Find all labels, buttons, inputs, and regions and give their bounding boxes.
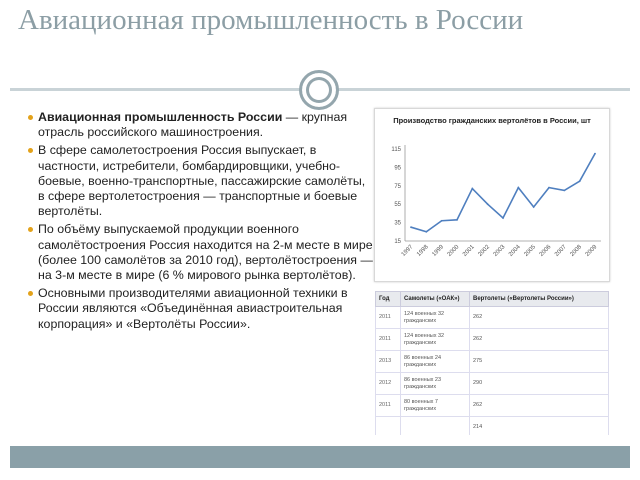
x-tick-label: 1998: [416, 244, 430, 258]
data-point: [441, 220, 443, 222]
cell-helicopters: 214: [470, 417, 609, 436]
table-row: [376, 373, 609, 395]
bullet-text: По объёму выпускаемой продукции военного самолётостроения Россия находится на 2-м месте в мире (более 100 самолётов за 2010 год), вертолётостроения — на 3-м месте в мире (6 % мирового рынка вертолётов).: [38, 222, 373, 283]
cell-year: 2011: [376, 307, 401, 329]
x-tick-label: 2008: [569, 244, 584, 258]
cell-helicopters: 262: [470, 307, 609, 329]
x-tick-label: 2000: [446, 244, 461, 258]
data-point: [563, 190, 565, 192]
bullet-text: Основными производителями авиационной техники в России являются «Объединённая авиастроительная корпорация» и «Вертолёты России».: [38, 286, 348, 331]
y-tick-label: 95: [394, 165, 401, 172]
x-tick-label: 2003: [492, 244, 507, 258]
x-tick-label: 2002: [477, 244, 492, 258]
data-point: [425, 231, 427, 233]
bullet-item: [28, 110, 373, 140]
data-point: [471, 188, 473, 190]
y-tick-label: 55: [394, 202, 401, 209]
cell-planes: 86 военных 23 гражданских: [401, 373, 470, 395]
cell-year: 2011: [376, 395, 401, 417]
x-tick-label: 2005: [523, 244, 538, 258]
bullet-text: — крупная отрасль российского машиностроения.: [38, 110, 348, 140]
x-tick-label: 2007: [554, 244, 568, 258]
x-tick-label: 2004: [508, 244, 522, 258]
cell-planes: 80 военных 7 гражданских: [401, 395, 470, 417]
ring-ornament: [299, 70, 339, 110]
bullet-bold: Авиационная промышленность России: [38, 110, 283, 124]
series-line: [411, 154, 595, 232]
cell-year: [376, 417, 401, 436]
data-point: [579, 180, 581, 182]
data-point: [410, 226, 412, 228]
bullet-list: [28, 110, 373, 335]
cell-helicopters: 275: [470, 351, 609, 373]
cell-year: 2012: [376, 373, 401, 395]
helicopter-chart: [374, 108, 610, 282]
x-tick-label: 2009: [584, 244, 599, 258]
stats-table: [375, 291, 609, 435]
col-header-year: Год: [376, 292, 401, 307]
y-tick-label: 75: [394, 183, 401, 190]
production-table: [375, 291, 609, 435]
bullet-item: [28, 143, 373, 219]
col-header-planes: Самолеты («ОАК»): [401, 292, 470, 307]
chart-title: Производство гражданских вертолётов в России, шт: [393, 116, 591, 125]
cell-helicopters: 262: [470, 329, 609, 351]
x-tick-label: 2001: [462, 244, 476, 258]
table-row: [376, 351, 609, 373]
data-point: [548, 187, 550, 189]
cell-year: 2011: [376, 329, 401, 351]
data-point: [533, 206, 535, 208]
bullet-item: [28, 222, 373, 283]
col-header-helicopters: Вертолеты («Вертолеты России»): [470, 292, 609, 307]
cell-year: 2013: [376, 351, 401, 373]
cell-planes: 124 военных 32 гражданских: [401, 329, 470, 351]
x-tick-label: 1999: [431, 244, 446, 258]
bottom-band: [10, 446, 630, 468]
table-row: [376, 329, 609, 351]
table-row: [376, 417, 609, 436]
bullet-item: [28, 286, 373, 332]
cell-helicopters: 262: [470, 395, 609, 417]
table-row: [376, 307, 609, 329]
y-tick-label: 35: [394, 220, 401, 227]
data-point: [517, 187, 519, 189]
cell-planes: 86 военных 24 гражданских: [401, 351, 470, 373]
data-point: [456, 219, 458, 221]
data-point: [502, 217, 504, 219]
y-tick-label: 15: [394, 239, 401, 245]
cell-helicopters: 290: [470, 373, 609, 395]
bullet-text: В сфере самолетостроения Россия выпускает, в частности, истребители, бомбардировщики, учебно-боевые, военно-транспортные, пассажирские самолёты, в сфере вертолетостроения — транспортные и боевые вертолёты.: [38, 143, 366, 219]
data-point: [487, 203, 489, 205]
cell-planes: [401, 417, 470, 436]
slide-title: Авиационная промышленность в России: [18, 4, 524, 36]
y-tick-label: 115: [391, 147, 401, 153]
table-row: [376, 395, 609, 417]
chart-canvas: [375, 109, 609, 281]
x-tick-label: 2006: [538, 244, 553, 258]
data-point: [594, 153, 596, 155]
x-tick-label: 1997: [400, 244, 415, 258]
cell-planes: 124 военных 32 гражданских: [401, 307, 470, 329]
